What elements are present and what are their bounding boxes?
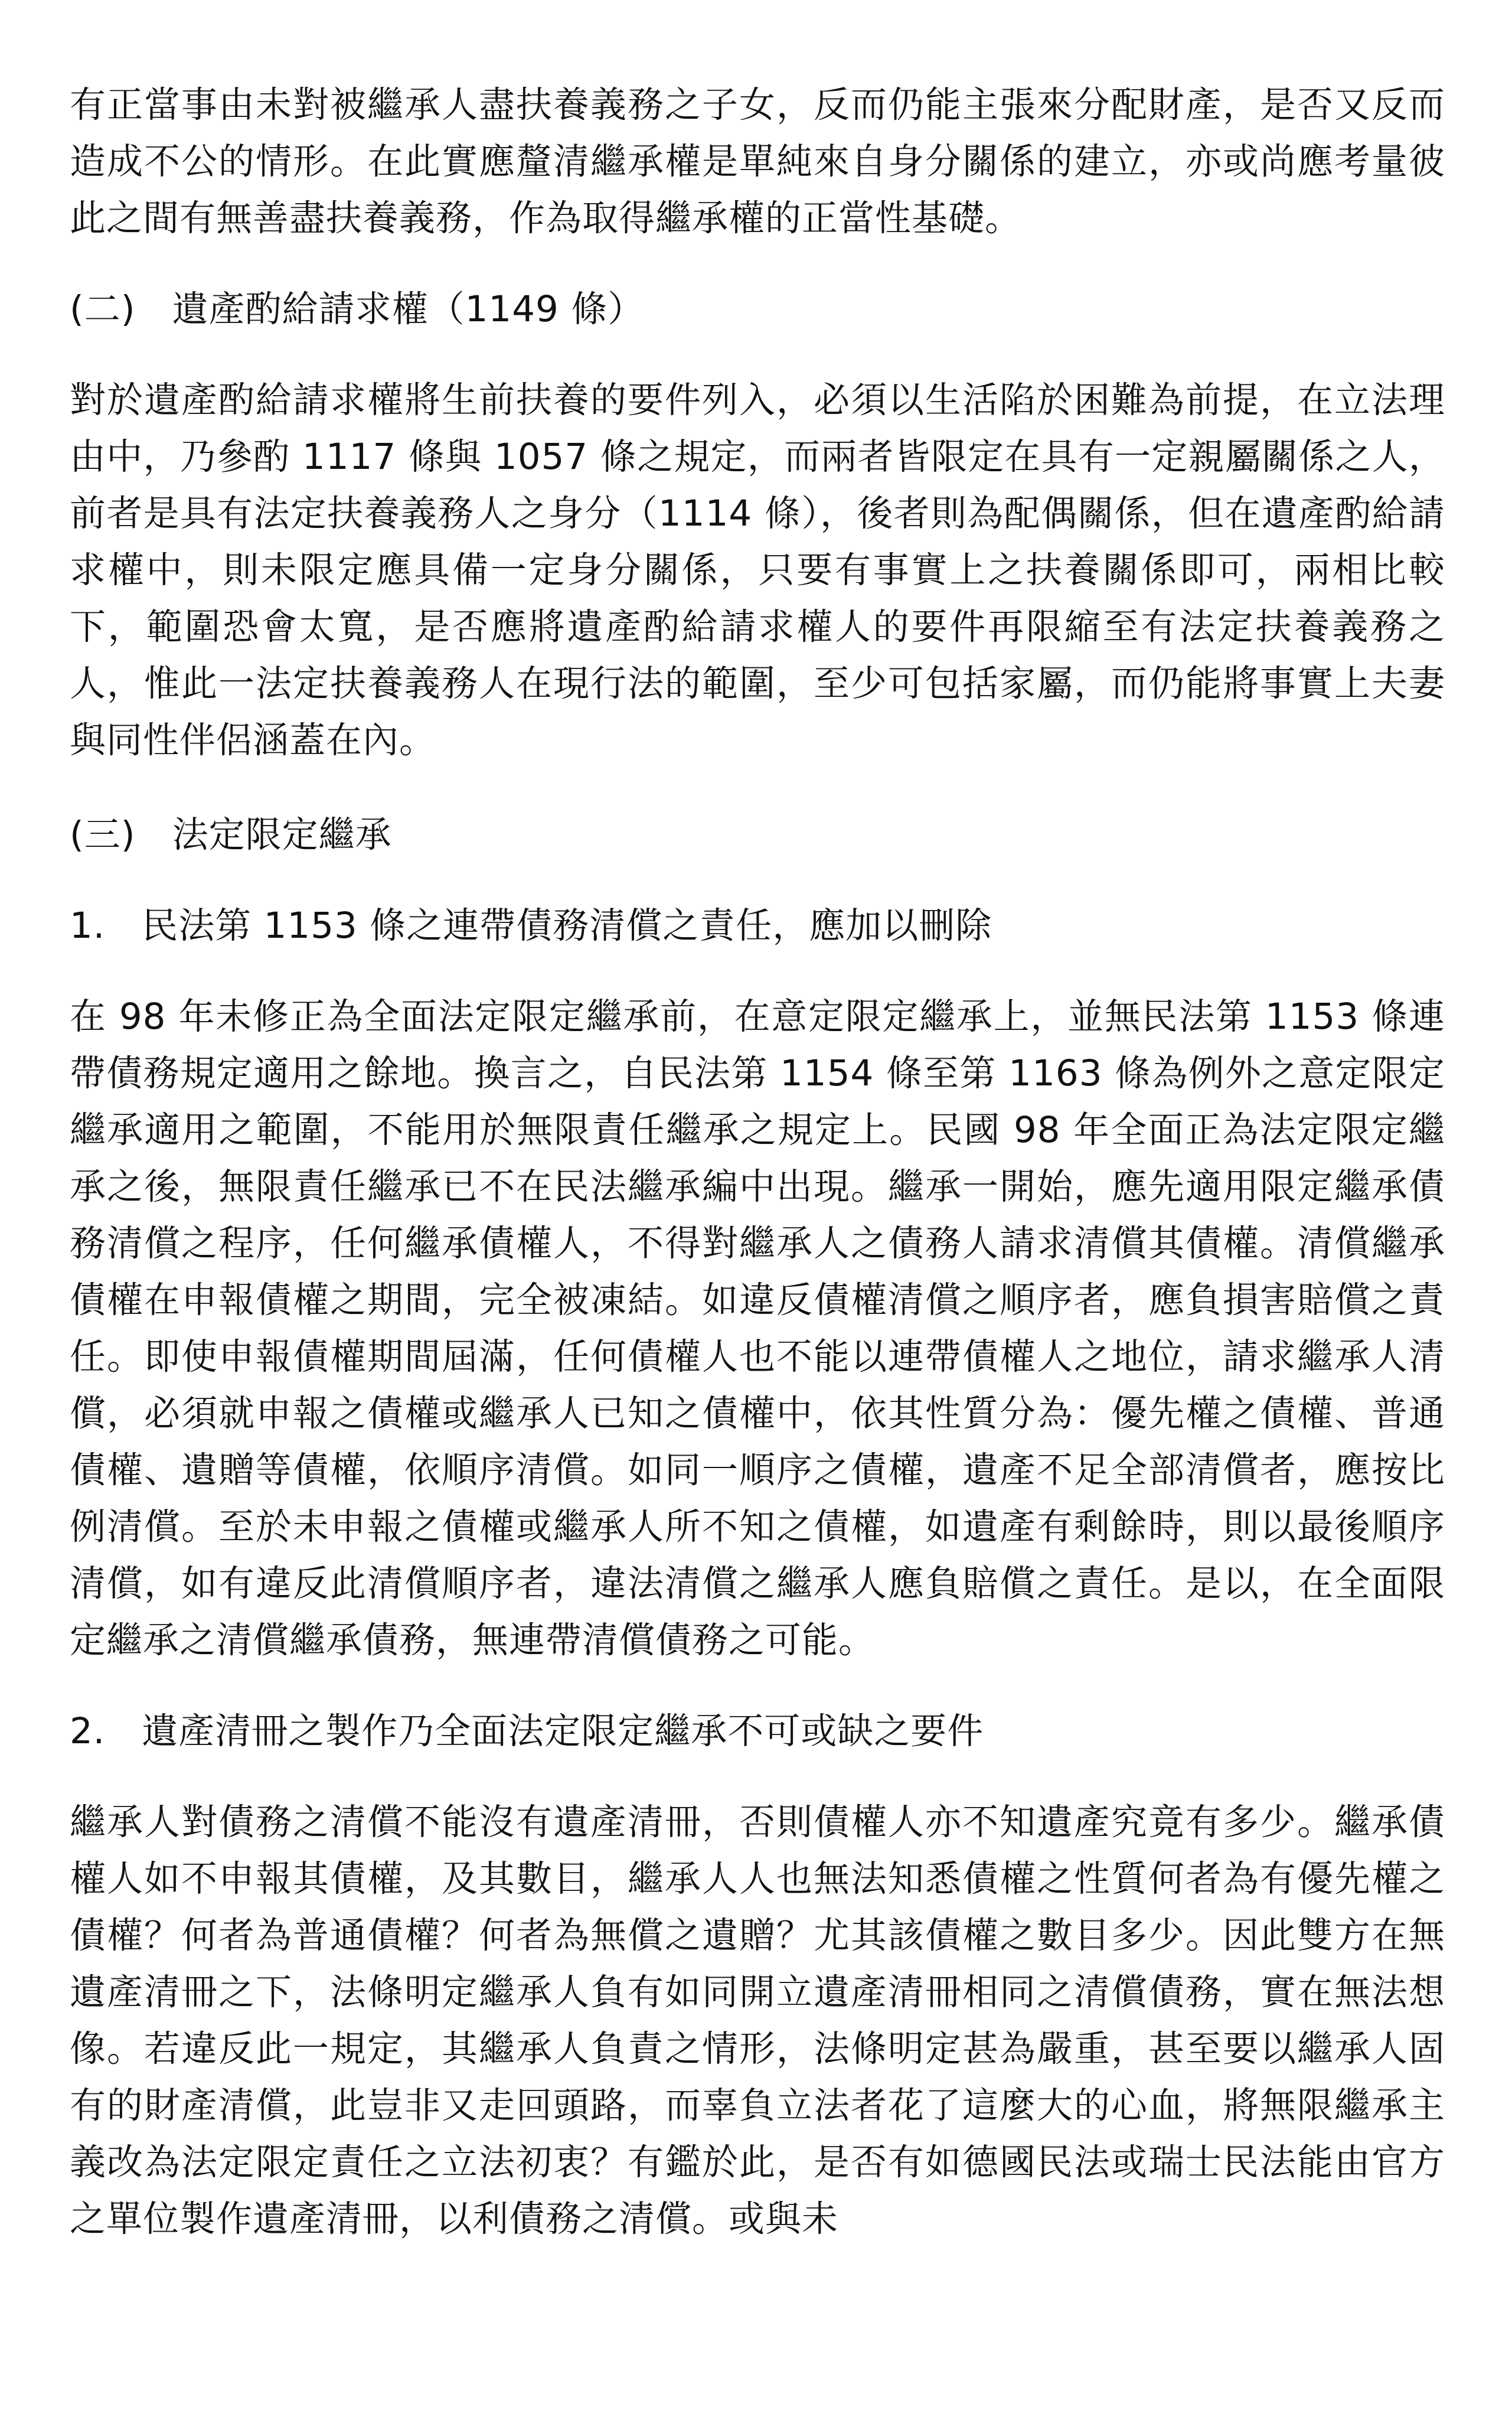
- subheading-1: 1. 民法第 1153 條之連帶債務清償之責任，應加以刪除: [70, 905, 992, 947]
- paragraph-2: 對於遺產酌給請求權將生前扶養的要件列入，必須以生活陷於困難為前提，在立法理由中，乃參酌 1117 條與 1057 條之規定，而兩者皆限定在具有一定親屬關係之人，前者是具有法定扶養義務人之身分（1114 條），後者則為配偶關係，但在遺產酌給請求權中，則未限定應具備一定身分關係，只要有事實上之扶養關係即可，兩相比較下，範圍恐會太寬，是否應將遺產酌給請求權人的要件再限縮至有法定扶養義務之人，惟此一法定扶養義務人在現行法的範圍，至少可包括家屬，而仍能將事實上夫妻與同性伴侶涵蓋在內。: [70, 379, 1445, 761]
- subheading-2: 2. 遺產清冊之製作乃全面法定限定繼承不可或缺之要件: [70, 1710, 984, 1752]
- paragraph-intro: 有正當事由未對被繼承人盡扶養義務之子女，反而仍能主張來分配財產，是否又反而造成不公的情形。在此實應釐清繼承權是單純來自身分關係的建立，亦或尚應考量彼此之間有無善盡扶養義務，作為取得繼承權的正當性基礎。: [70, 84, 1445, 239]
- spacer: [70, 863, 1445, 898]
- spacer: [70, 338, 1445, 372]
- spacer: [70, 769, 1445, 807]
- spacer: [70, 954, 1445, 989]
- spacer: [70, 1669, 1445, 1703]
- section-heading-3: (三) 法定限定繼承: [70, 814, 392, 856]
- paragraph-3: 在 98 年未修正為全面法定限定繼承前，在意定限定繼承上，並無民法第 1153 條連帶債務規定適用之餘地。換言之，自民法第 1154 條至第 1163 條為例外之意定限定繼承適用之範圍，不能用於無限責任繼承之規定上。民國 98 年全面正為法定限定繼承之後，無限責任繼承已不在民法繼承編中出現。繼承一開始，應先適用限定繼承債務清償之程序，任何繼承債權人，不得對繼承人之債務人請求清償其債權。清償繼承債權在申報債權之期間，完全被凍結。如違反債權清償之順序者，應負損害賠償之責任。即使申報債權期間屆滿，任何債權人也不能以連帶債權人之地位，請求繼承人清償，必須就申報之債權或繼承人已知之債權中，依其性質分為：優先權之債權、普通債權、遺贈等債權，依順序清償。如同一順序之債權，遺產不足全部清償者，應按比例清償。至於未申報之債權或繼承人所不知之債權，如遺產有剩餘時，則以最後順序清償，如有違反此清償順序者，違法清償之繼承人應負賠償之責任。是以，在全面限定繼承之清償繼承債務，無連帶清償債務之可能。: [70, 996, 1445, 1661]
- paragraph-4: 繼承人對債務之清償不能沒有遺產清冊，否則債權人亦不知遺產究竟有多少。繼承債權人如不申報其債權，及其數目，繼承人人也無法知悉債權之性質何者為有優先權之債權？何者為普通債權？何者為無償之遺贈？尤其該債權之數目多少。因此雙方在無遺產清冊之下，法條明定繼承人負有如同開立遺產清冊相同之清償債務，實在無法想像。若違反此一規定，其繼承人負責之情形，法條明定甚為嚴重，甚至要以繼承人固有的財產清償，此豈非又走回頭路，而辜負立法者花了這麼大的心血，將無限繼承主義改為法定限定責任之立法初衷？有鑑於此，是否有如德國民法或瑞士民法能由官方之單位製作遺產清冊，以利債務之清償。或與未: [70, 1801, 1445, 2240]
- spacer: [70, 247, 1445, 281]
- section-heading-2: (二) 遺產酌給請求權（1149 條）: [70, 288, 645, 330]
- document-body: [70, 77, 1445, 2248]
- spacer: [70, 1760, 1445, 1794]
